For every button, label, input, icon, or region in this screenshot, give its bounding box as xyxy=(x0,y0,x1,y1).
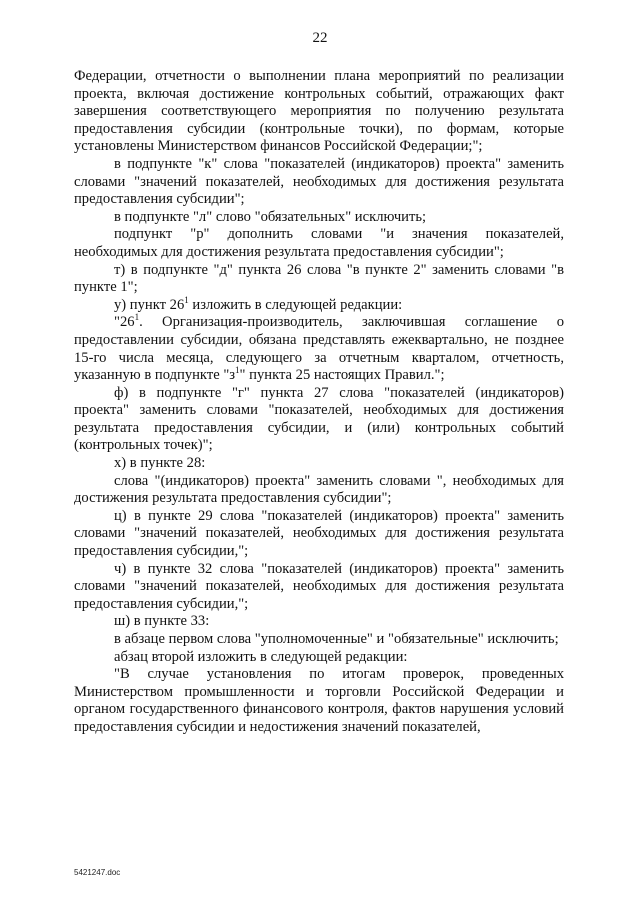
page-number: 22 xyxy=(312,30,328,46)
paragraph xyxy=(74,294,564,315)
paragraph-text: . Организация-производитель, заключившая соглашение о предоставлении субсидии, обязана представлять ежеквартально, не позднее 15-го числа месяца, следующего за отчетным кварталом, отчетность, указанную в подпункте "з xyxy=(74,314,564,384)
paragraph: в абзаце первом слова "уполномоченные" и "обязательные" исключить; xyxy=(114,631,559,647)
superscript: 1 xyxy=(184,294,189,305)
paragraph: ш) в пункте 33: xyxy=(114,613,210,630)
paragraph: ф) в подпункте "г" пункта 27 слова "показателей (индикаторов) проекта" заменить словами "показателей, необходимых для достижения результата предоставления субсидии, и (или) контрольных событий (контрольных точек)"; xyxy=(74,384,564,454)
paragraph-text: изложить в следующей редакции: xyxy=(188,296,403,313)
paragraph: слова "(индикаторов) проекта" заменить словами ", необходимых для достижения результата предоставления субсидии"; xyxy=(74,472,564,507)
paragraph xyxy=(74,314,564,384)
document-body xyxy=(74,68,564,737)
paragraph: х) в пункте 28: xyxy=(114,455,206,472)
paragraph: Федерации, отчетности о выполнении плана мероприятий по реализации проекта, включая достижение контрольных событий, отражающих факт завершения соответствующего мероприятия по получению результата предоставления субсидии (контрольные точки), по формам, которые установлены Министерством финансов Российской Федерации;"; xyxy=(74,68,564,155)
superscript: 1 xyxy=(134,312,140,323)
paragraph: в подпункте "л" слово "обязательных" исключить; xyxy=(114,208,427,225)
superscript: 1 xyxy=(235,365,240,376)
document-file-code: 5421247.doc xyxy=(74,868,121,877)
paragraph: "В случае установления по итогам проверок, проведенных Министерством промышленности и торговли Российской Федерации и органом государственного финансового контроля, фактов нарушения условий предоставления субсидии и недостижения значений показателей, xyxy=(74,666,564,735)
paragraph: ц) в пункте 29 слова "показателей (индикаторов) проекта" заменить словами "значений показателей, необходимых для достижения результата предоставления субсидии,"; xyxy=(74,507,564,560)
paragraph: ч) в пункте 32 слова "показателей (индикаторов) проекта" заменить словами "значений показателей, необходимых для достижения результата предоставления субсидии,"; xyxy=(74,560,564,612)
paragraph: т) в подпункте "д" пункта 26 слова "в пункте 2" заменить словами "в пункте 1"; xyxy=(74,261,564,296)
paragraph-text: " пункта 25 настоящих Правил."; xyxy=(239,367,445,384)
paragraph-text: "26 xyxy=(114,314,135,331)
paragraph: абзац второй изложить в следующей редакции: xyxy=(114,648,408,665)
paragraph-text: у) пункт 26 xyxy=(114,296,185,313)
paragraph: в подпункте "к" слова "показателей (индикаторов) проекта" заменить словами "значений показателей, необходимых для достижения результата предоставления субсидии"; xyxy=(74,155,564,208)
paragraph: подпункт "р" дополнить словами "и значения показателей, необходимых для достижения результата предоставления субсидии"; xyxy=(74,226,564,260)
